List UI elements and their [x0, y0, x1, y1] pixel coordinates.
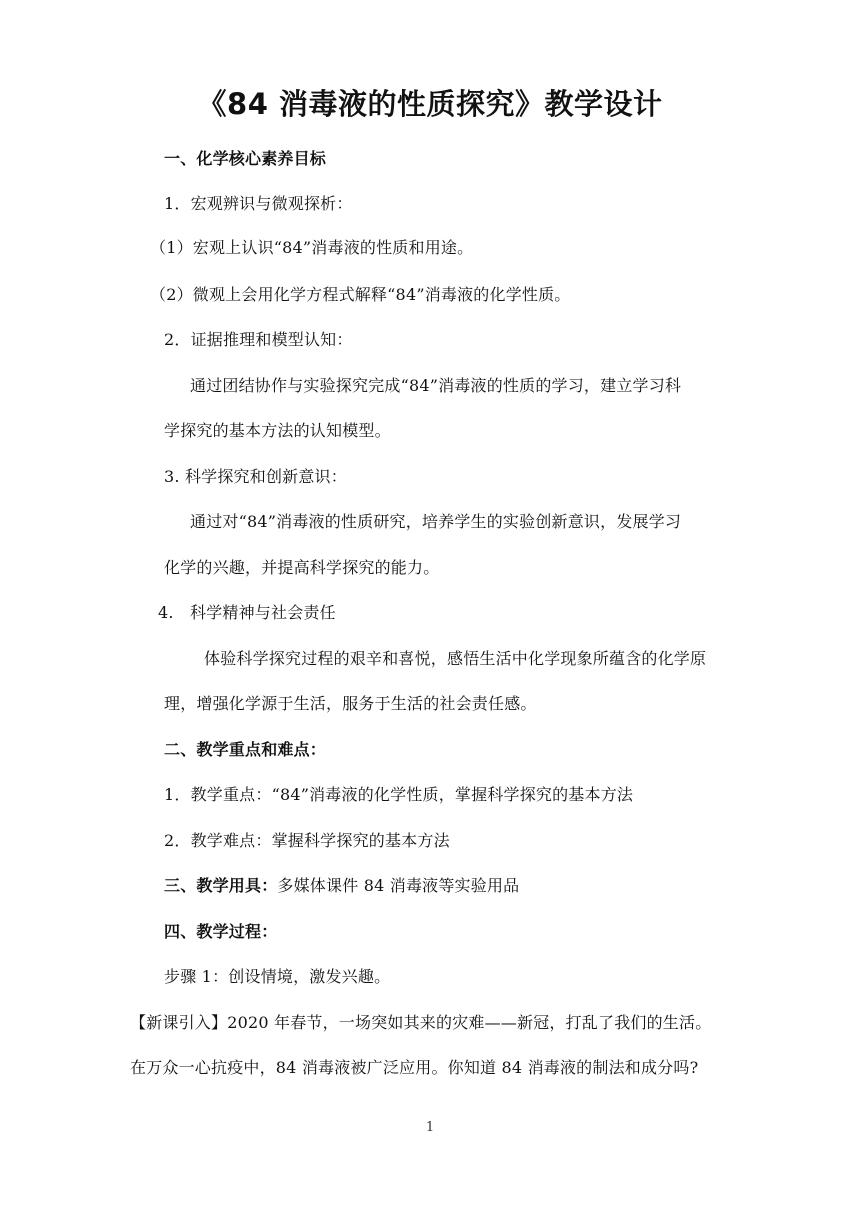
teaching-key-point: 1．教学重点：“84”消毒液的化学性质，掌握科学探究的基本方法 [164, 785, 634, 804]
item3-paragraph-line1: 通过对“84”消毒液的性质研究，培养学生的实验创新意识，发展学习 [190, 512, 682, 531]
section-heading-teaching-tools: 三、教学用具： [164, 876, 278, 895]
page-number: 1 [425, 1120, 435, 1135]
document-title: 《84 消毒液的性质探究》教学设计 [197, 87, 663, 121]
item1-sub1: （1）宏观上认识“84”消毒液的性质和用途。 [150, 238, 474, 257]
item4-paragraph-line2: 理，增强化学源于生活，服务于生活的社会责任感。 [164, 694, 537, 713]
item1-sub2: （2）微观上会用化学方程式解释“84”消毒液的化学性质。 [150, 285, 571, 304]
teaching-tools-line [164, 876, 519, 896]
item3-title: 3. 科学探究和创新意识： [164, 467, 347, 486]
item2-paragraph-line2: 学探究的基本方法的认知模型。 [164, 421, 391, 440]
item4-title: 科学精神与社会责任 [190, 603, 336, 622]
intro-paragraph-line1: 【新课引入】2020 年春节，一场突如其来的灾难——新冠，打乱了我们的生活。 [130, 1013, 712, 1032]
section-heading-key-points: 二、教学重点和难点： [164, 740, 327, 759]
teaching-tools-content: 多媒体课件 84 消毒液等实验用品 [277, 876, 520, 895]
item3-paragraph-line2: 化学的兴趣，并提高科学探究的能力。 [164, 558, 440, 577]
teaching-difficulty: 2．教学难点：掌握科学探究的基本方法 [164, 831, 450, 850]
item2-paragraph-line1: 通过团结协作与实验探究完成“84”消毒液的性质的学习，建立学习科 [190, 376, 682, 395]
item4-paragraph-line1: 体验科学探究过程的艰辛和喜悦，感悟生活中化学现象所蕴含的化学原 [204, 649, 707, 668]
item4-number: 4. [158, 603, 174, 622]
item2-title: 2．证据推理和模型认知： [164, 330, 353, 349]
process-step1: 步骤 1：创设情境，激发兴趣。 [164, 967, 391, 986]
item1-title: 1．宏观辨识与微观探析： [164, 194, 353, 213]
intro-paragraph-line2: 在万众一心抗疫中，84 消毒液被广泛应用。你知道 84 消毒液的制法和成分吗? [130, 1058, 699, 1077]
section-heading-teaching-process: 四、教学过程： [164, 922, 278, 941]
section-heading-core-literacy: 一、化学核心素养目标 [164, 149, 327, 168]
